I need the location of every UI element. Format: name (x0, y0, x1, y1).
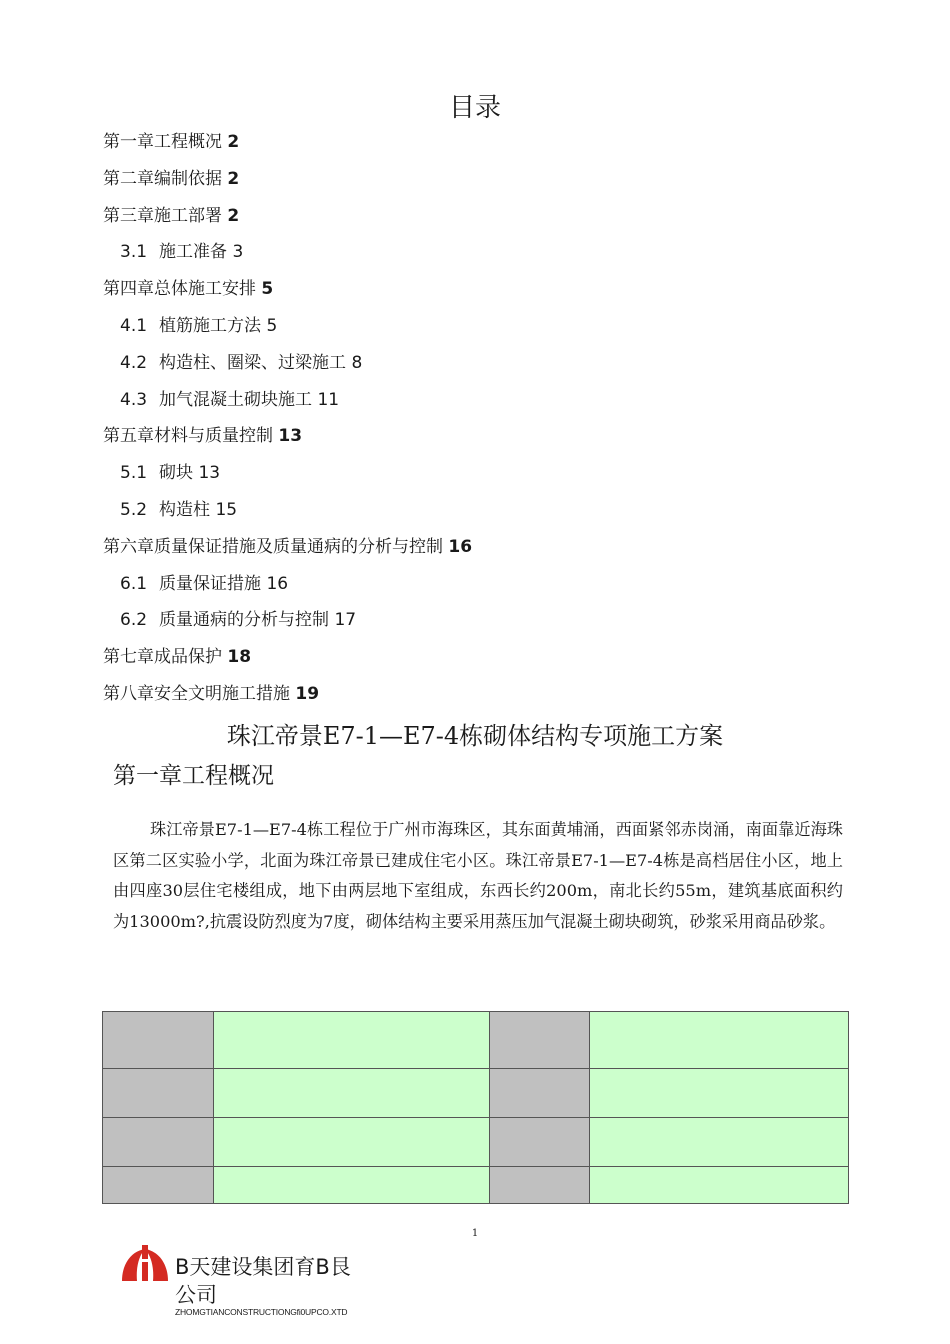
table-row (103, 1118, 849, 1167)
toc-item[interactable] (103, 345, 863, 382)
table-label-cell (490, 1167, 590, 1204)
table-value-cell (214, 1118, 490, 1167)
toc-item-text: 第八章安全文明施工措施 (103, 683, 290, 704)
toc-item-text: 第五章材料与质量控制 (103, 426, 273, 447)
table-label-cell (490, 1069, 590, 1118)
table-label-cell (103, 1167, 214, 1204)
table-row (103, 1167, 849, 1204)
table-of-contents (103, 124, 863, 713)
chapter-1-heading: 第一章工程概况 (113, 763, 274, 789)
project-info-table (102, 1011, 849, 1204)
toc-item[interactable] (103, 602, 863, 639)
table-value-cell (590, 1069, 849, 1118)
toc-item[interactable] (103, 234, 863, 271)
table-label-cell (490, 1118, 590, 1167)
table-value-cell (590, 1118, 849, 1167)
toc-item-page: 11 (317, 389, 340, 410)
toc-item-page: 17 (334, 610, 357, 631)
toc-item-page: 18 (227, 647, 252, 668)
table-value-cell (214, 1012, 490, 1069)
toc-item-page: 8 (351, 352, 363, 373)
toc-item-number: 6.2 (120, 610, 148, 631)
toc-item-number: 4.1 (120, 315, 148, 336)
toc-item-page: 19 (295, 683, 320, 704)
project-overview-paragraph: 珠江帝景E7-1—E7-4栋工程位于广州市海珠区，其东面黄埔涌，西面紧邻赤岗涌，南面靠近海珠区第二区实验小学，北面为珠江帝景已建成住宅小区。珠江帝景E7-1—E7-4栋是高档居住小区，地上由四座30层住宅楼组成，地下由两层地下室组成，东西长约200m，南北长约55m，建筑基底面积约为13000m?,抗震设防烈度为7度，砌体结构主要采用蒸压加气混凝土砌块砌筑，砂浆采用商品砂浆。 (113, 820, 843, 932)
company-logo-icon (120, 1243, 170, 1283)
table-row (103, 1069, 849, 1118)
toc-item-page: 15 (215, 499, 238, 520)
toc-item[interactable] (103, 308, 863, 345)
table-label-cell (490, 1012, 590, 1069)
toc-item-number: 3.1 (120, 242, 148, 263)
toc-item-page: 16 (266, 573, 289, 594)
toc-item-text: 构造柱 (159, 499, 211, 520)
toc-item-text: 植筋施工方法 (159, 315, 262, 336)
toc-item-text: 加气混凝土砌块施工 (159, 389, 313, 410)
table-value-cell (590, 1012, 849, 1069)
toc-item-page: 5 (266, 315, 278, 336)
toc-item-text: 砌块 (159, 463, 194, 484)
toc-item-text: 质量通病的分析与控制 (159, 610, 330, 631)
toc-item-page: 3 (232, 242, 244, 263)
toc-item[interactable] (103, 676, 863, 713)
toc-item[interactable] (103, 124, 863, 161)
toc-item[interactable] (103, 418, 863, 455)
toc-item-text: 第一章工程概况 (103, 132, 222, 152)
toc-item[interactable] (103, 492, 863, 529)
table-value-cell (214, 1069, 490, 1118)
table-label-cell (103, 1118, 214, 1167)
toc-item[interactable] (103, 271, 863, 308)
toc-item[interactable] (103, 382, 863, 419)
toc-item[interactable] (103, 529, 863, 566)
toc-item-text: 构造柱、圈梁、过梁施工 (159, 352, 347, 373)
toc-item-page: 16 (448, 536, 473, 557)
toc-item-number: 4.2 (120, 352, 148, 373)
toc-item-text: 第四章总体施工安排 (103, 279, 256, 300)
toc-title: 目录 (448, 93, 501, 123)
document-title: 珠江帝景E7-1—E7-4栋砌体结构专项施工方案 (226, 722, 724, 750)
toc-item-page: 13 (198, 463, 221, 484)
toc-item-number: 5.1 (120, 463, 148, 484)
toc-item[interactable] (103, 455, 863, 492)
table-label-cell (103, 1069, 214, 1118)
company-english-name: ZHOMGTIANCONSTRUCTIONGfi0UPCO.XTD (175, 1307, 348, 1317)
toc-item-page: 5 (261, 279, 274, 300)
toc-item-page: 2 (227, 168, 240, 189)
table-row (103, 1012, 849, 1069)
table-value-cell (590, 1167, 849, 1204)
toc-item-text: 施工准备 (159, 242, 228, 263)
toc-item-text: 第三章施工部署 (103, 205, 222, 226)
toc-item[interactable] (103, 198, 863, 235)
toc-item-text: 第二章编制依据 (103, 168, 222, 189)
toc-item-page: 2 (227, 205, 240, 226)
company-name-line-2: 公司 (175, 1283, 217, 1307)
toc-item-text: 第七章成品保护 (103, 647, 222, 668)
table-value-cell (214, 1167, 490, 1204)
toc-item-text: 第六章质量保证措施及质量通病的分析与控制 (103, 536, 443, 557)
toc-item-text: 质量保证措施 (159, 573, 262, 594)
toc-item-page: 2 (227, 132, 240, 152)
toc-item[interactable] (103, 566, 863, 603)
toc-item[interactable] (103, 639, 863, 676)
toc-item-number: 5.2 (120, 499, 148, 520)
toc-item[interactable] (103, 161, 863, 198)
page-number: 1 (471, 1228, 479, 1239)
toc-item-page: 13 (278, 426, 303, 447)
toc-item-number: 4.3 (120, 389, 148, 410)
toc-item-number: 6.1 (120, 573, 148, 594)
company-name-line-1: B天建设集团育B艮 (175, 1255, 351, 1279)
table-label-cell (103, 1012, 214, 1069)
